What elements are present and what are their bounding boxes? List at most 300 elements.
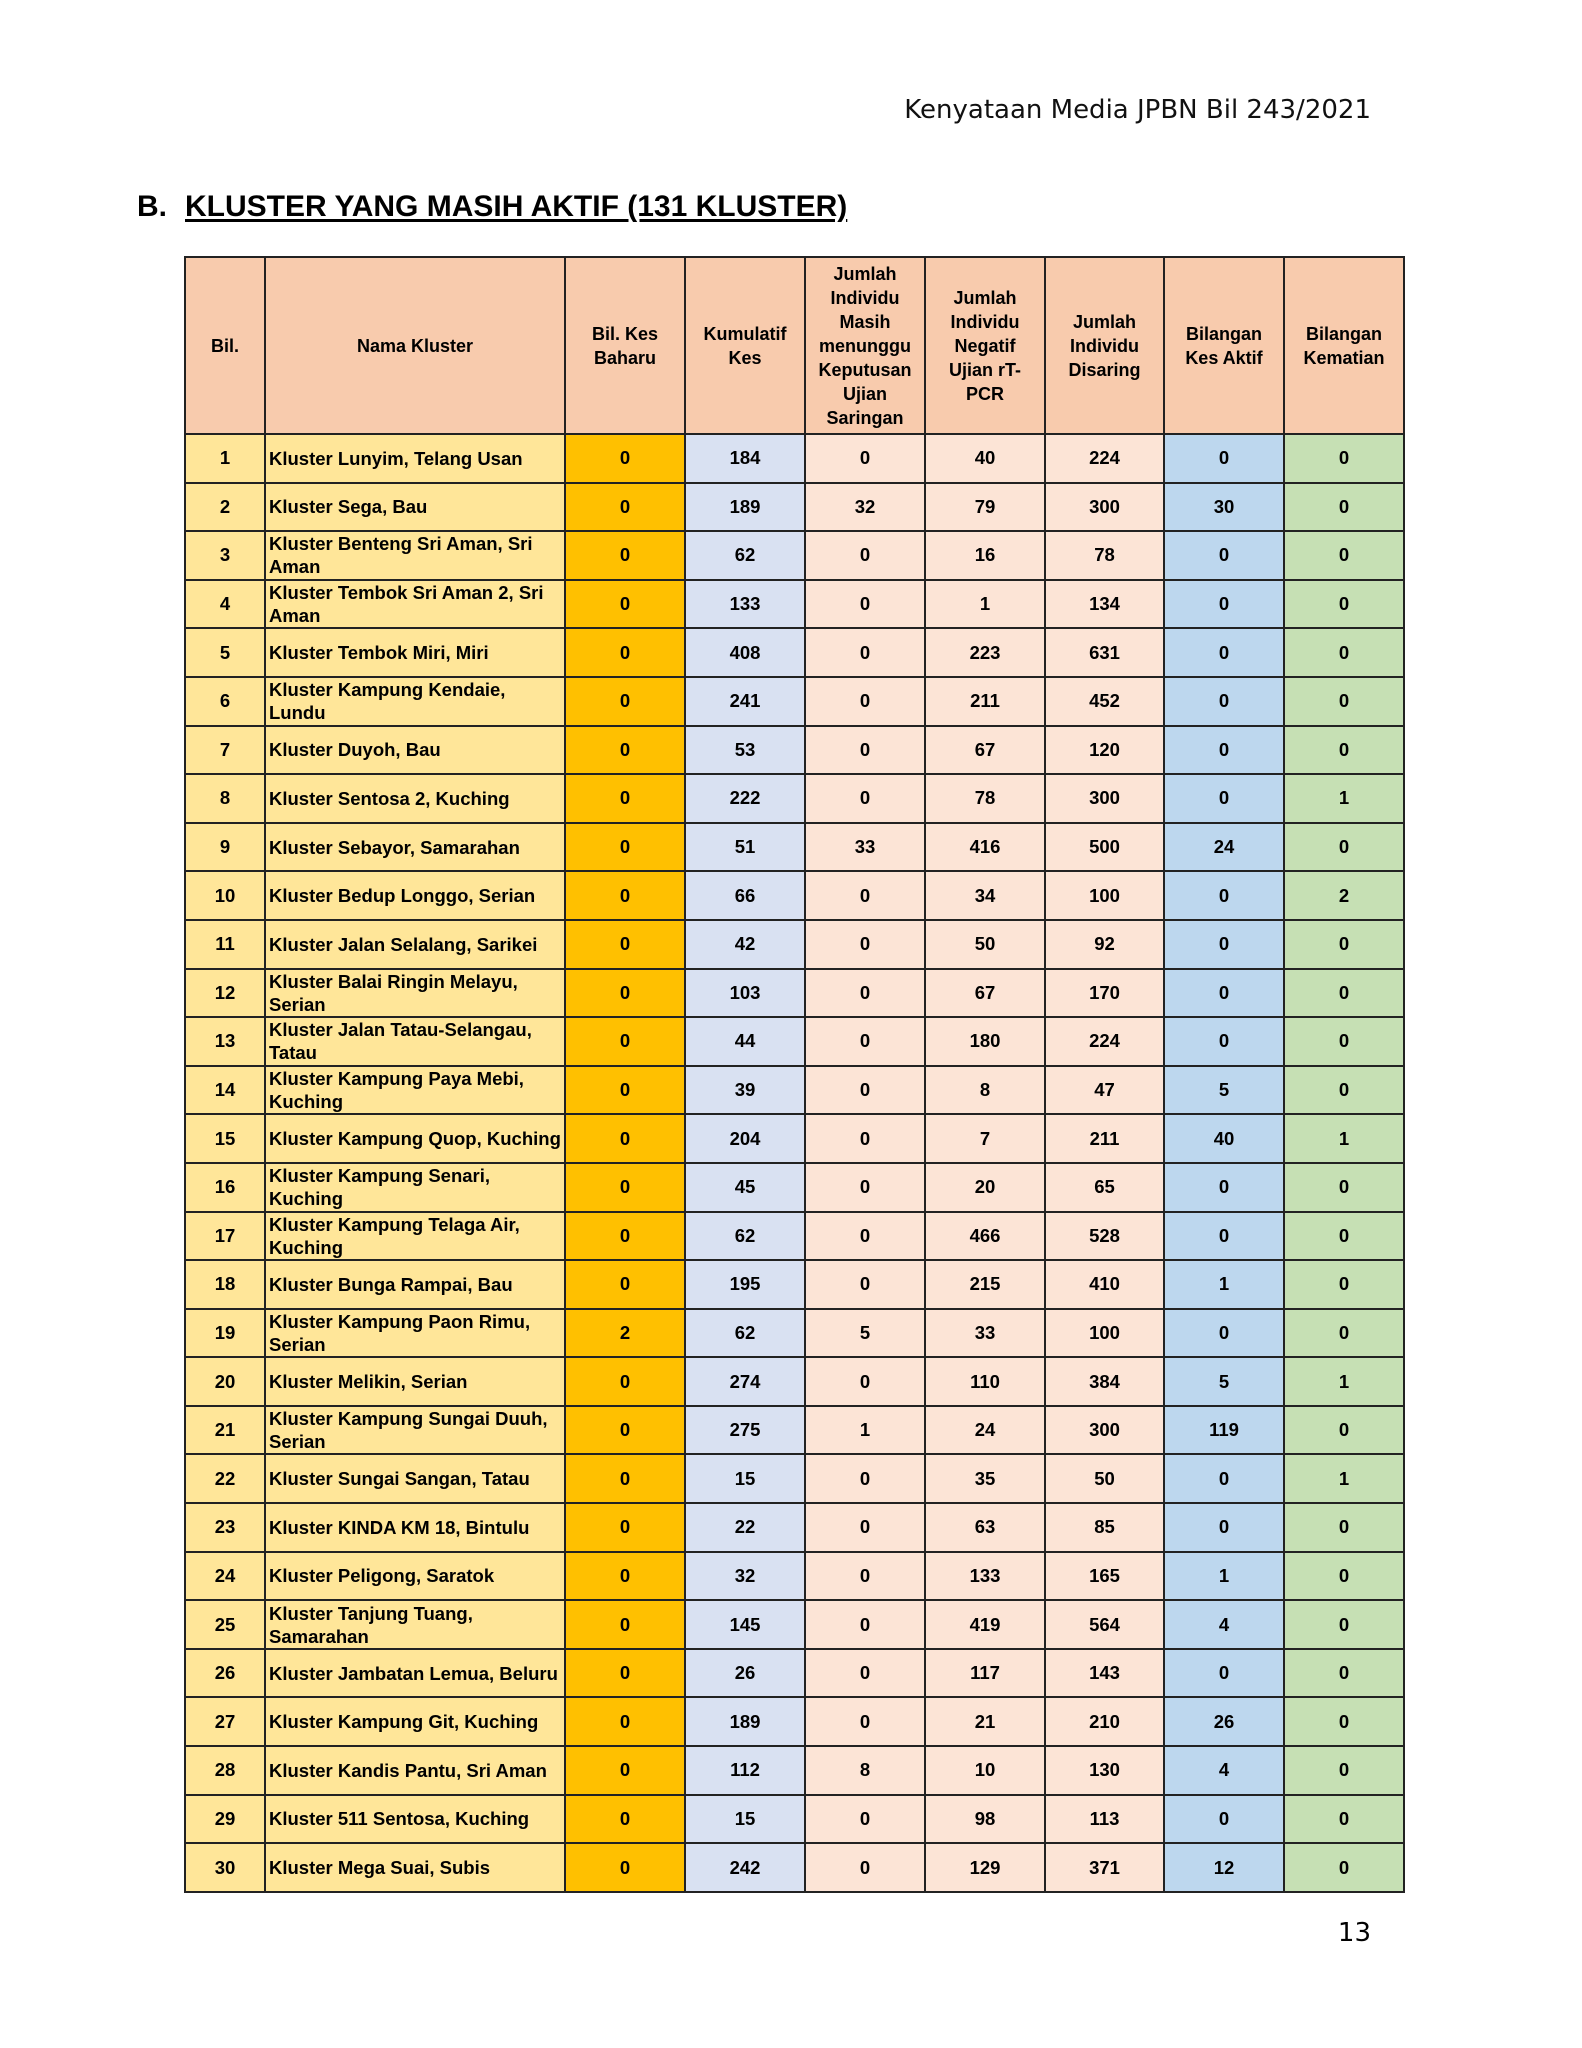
cell-kes-aktif: 12 — [1164, 1843, 1284, 1892]
cell-disaring: 500 — [1045, 823, 1164, 872]
cell-negatif: 419 — [925, 1600, 1045, 1649]
cell-disaring: 134 — [1045, 580, 1164, 629]
cell-bil: 25 — [185, 1600, 265, 1649]
column-header-disaring: Jumlah Individu Disaring — [1045, 257, 1164, 434]
cell-disaring: 50 — [1045, 1454, 1164, 1503]
cell-disaring: 92 — [1045, 920, 1164, 969]
cell-nama-kluster: Kluster Kampung Telaga Air, Kuching — [265, 1212, 565, 1261]
cell-bil: 5 — [185, 628, 265, 677]
cell-kematian: 0 — [1284, 920, 1404, 969]
cell-disaring: 85 — [1045, 1503, 1164, 1552]
cell-menunggu: 0 — [805, 1600, 925, 1649]
cell-bil: 29 — [185, 1795, 265, 1844]
cell-kumulatif: 45 — [685, 1163, 805, 1212]
cell-disaring: 143 — [1045, 1649, 1164, 1698]
table-row — [185, 774, 1404, 823]
cell-bil: 3 — [185, 531, 265, 580]
table-row — [185, 1357, 1404, 1406]
cell-menunggu: 0 — [805, 1795, 925, 1844]
column-header-kumulatif: Kumulatif Kes — [685, 257, 805, 434]
cell-kes-baharu: 0 — [565, 1163, 685, 1212]
cell-kematian: 1 — [1284, 774, 1404, 823]
cell-kes-baharu: 0 — [565, 1600, 685, 1649]
cell-nama-kluster: Kluster Sentosa 2, Kuching — [265, 774, 565, 823]
cell-menunggu: 0 — [805, 1260, 925, 1309]
column-header-bil: Bil. — [185, 257, 265, 434]
cell-negatif: 40 — [925, 434, 1045, 483]
cell-disaring: 211 — [1045, 1114, 1164, 1163]
cell-nama-kluster: Kluster Jalan Selalang, Sarikei — [265, 920, 565, 969]
cell-nama-kluster: Kluster Melikin, Serian — [265, 1357, 565, 1406]
cell-bil: 10 — [185, 871, 265, 920]
table-row — [185, 1843, 1404, 1892]
cell-kumulatif: 51 — [685, 823, 805, 872]
cell-disaring: 224 — [1045, 1017, 1164, 1066]
cell-kematian: 0 — [1284, 1843, 1404, 1892]
cell-menunggu: 0 — [805, 969, 925, 1018]
cell-nama-kluster: Kluster Benteng Sri Aman, Sri Aman — [265, 531, 565, 580]
cell-bil: 8 — [185, 774, 265, 823]
column-header-kematian: Bilangan Kematian — [1284, 257, 1404, 434]
table-row — [185, 1697, 1404, 1746]
cluster-table — [184, 256, 1405, 1893]
cell-nama-kluster: Kluster Jambatan Lemua, Beluru — [265, 1649, 565, 1698]
cell-disaring: 65 — [1045, 1163, 1164, 1212]
cell-kes-aktif: 0 — [1164, 1212, 1284, 1261]
cell-kes-baharu: 0 — [565, 1795, 685, 1844]
cell-kematian: 1 — [1284, 1114, 1404, 1163]
cell-nama-kluster: Kluster Tembok Sri Aman 2, Sri Aman — [265, 580, 565, 629]
cell-kematian: 0 — [1284, 483, 1404, 532]
cell-bil: 2 — [185, 483, 265, 532]
cell-kes-aktif: 0 — [1164, 1503, 1284, 1552]
cell-negatif: 24 — [925, 1406, 1045, 1455]
cell-menunggu: 0 — [805, 774, 925, 823]
table-row — [185, 1309, 1404, 1358]
cell-bil: 19 — [185, 1309, 265, 1358]
cell-kematian: 0 — [1284, 1552, 1404, 1601]
cell-kes-aktif: 0 — [1164, 1795, 1284, 1844]
cell-bil: 18 — [185, 1260, 265, 1309]
table-row — [185, 677, 1404, 726]
cell-kematian: 0 — [1284, 677, 1404, 726]
cell-negatif: 8 — [925, 1066, 1045, 1115]
cell-menunggu: 0 — [805, 580, 925, 629]
cell-kematian: 0 — [1284, 726, 1404, 775]
cell-disaring: 410 — [1045, 1260, 1164, 1309]
cell-kes-aktif: 0 — [1164, 871, 1284, 920]
cell-kes-aktif: 0 — [1164, 628, 1284, 677]
cell-kes-aktif: 0 — [1164, 580, 1284, 629]
cell-menunggu: 5 — [805, 1309, 925, 1358]
cell-kes-baharu: 0 — [565, 434, 685, 483]
cell-disaring: 100 — [1045, 871, 1164, 920]
cell-kes-baharu: 0 — [565, 1746, 685, 1795]
cell-negatif: 63 — [925, 1503, 1045, 1552]
cell-kes-aktif: 0 — [1164, 1017, 1284, 1066]
cell-kematian: 0 — [1284, 1066, 1404, 1115]
cell-nama-kluster: Kluster Sega, Bau — [265, 483, 565, 532]
cell-nama-kluster: Kluster Mega Suai, Subis — [265, 1843, 565, 1892]
cell-menunggu: 0 — [805, 677, 925, 726]
cell-negatif: 180 — [925, 1017, 1045, 1066]
cell-nama-kluster: Kluster KINDA KM 18, Bintulu — [265, 1503, 565, 1552]
cell-kes-aktif: 0 — [1164, 969, 1284, 1018]
cell-bil: 12 — [185, 969, 265, 1018]
table-body — [185, 434, 1404, 1892]
cell-kumulatif: 15 — [685, 1795, 805, 1844]
cell-menunggu: 0 — [805, 1212, 925, 1261]
cell-kes-aktif: 0 — [1164, 726, 1284, 775]
cell-negatif: 466 — [925, 1212, 1045, 1261]
cell-nama-kluster: Kluster Balai Ringin Melayu, Serian — [265, 969, 565, 1018]
cell-disaring: 631 — [1045, 628, 1164, 677]
cell-negatif: 10 — [925, 1746, 1045, 1795]
table-row — [185, 483, 1404, 532]
cell-negatif: 7 — [925, 1114, 1045, 1163]
cell-kematian: 0 — [1284, 628, 1404, 677]
cell-nama-kluster: Kluster Sebayor, Samarahan — [265, 823, 565, 872]
cell-kes-aktif: 0 — [1164, 1163, 1284, 1212]
cell-kumulatif: 103 — [685, 969, 805, 1018]
cell-kumulatif: 184 — [685, 434, 805, 483]
cell-menunggu: 0 — [805, 1649, 925, 1698]
cell-kes-aktif: 1 — [1164, 1260, 1284, 1309]
section-letter: B. — [137, 190, 167, 223]
cell-bil: 13 — [185, 1017, 265, 1066]
table-row — [185, 1552, 1404, 1601]
table-row — [185, 1406, 1404, 1455]
cell-menunggu: 32 — [805, 483, 925, 532]
cell-disaring: 384 — [1045, 1357, 1164, 1406]
cell-negatif: 78 — [925, 774, 1045, 823]
cell-kematian: 0 — [1284, 823, 1404, 872]
cell-menunggu: 0 — [805, 1066, 925, 1115]
document-reference: Kenyataan Media JPBN Bil 243/2021 — [904, 95, 1371, 125]
cell-kumulatif: 26 — [685, 1649, 805, 1698]
cell-kematian: 0 — [1284, 1746, 1404, 1795]
cell-kes-aktif: 0 — [1164, 920, 1284, 969]
cell-nama-kluster: Kluster Duyoh, Bau — [265, 726, 565, 775]
cell-kes-aktif: 0 — [1164, 774, 1284, 823]
cell-kes-baharu: 0 — [565, 531, 685, 580]
cell-kes-aktif: 30 — [1164, 483, 1284, 532]
cell-negatif: 1 — [925, 580, 1045, 629]
cell-menunggu: 0 — [805, 1114, 925, 1163]
table-row — [185, 628, 1404, 677]
cell-kematian: 0 — [1284, 531, 1404, 580]
table-row — [185, 1746, 1404, 1795]
cell-menunggu: 1 — [805, 1406, 925, 1455]
cell-disaring: 120 — [1045, 726, 1164, 775]
cell-negatif: 211 — [925, 677, 1045, 726]
cell-kematian: 0 — [1284, 969, 1404, 1018]
cell-nama-kluster: Kluster Kampung Quop, Kuching — [265, 1114, 565, 1163]
cell-disaring: 47 — [1045, 1066, 1164, 1115]
cell-bil: 28 — [185, 1746, 265, 1795]
cell-kematian: 1 — [1284, 1454, 1404, 1503]
cell-kumulatif: 15 — [685, 1454, 805, 1503]
cell-kematian: 0 — [1284, 580, 1404, 629]
section-title: KLUSTER YANG MASIH AKTIF (131 KLUSTER) — [185, 190, 848, 223]
cell-bil: 26 — [185, 1649, 265, 1698]
cell-kumulatif: 42 — [685, 920, 805, 969]
cell-kes-baharu: 0 — [565, 969, 685, 1018]
cell-kes-baharu: 0 — [565, 677, 685, 726]
cell-bil: 7 — [185, 726, 265, 775]
cell-menunggu: 0 — [805, 1017, 925, 1066]
cell-kes-baharu: 0 — [565, 1357, 685, 1406]
cell-kes-aktif: 0 — [1164, 1309, 1284, 1358]
cell-kes-baharu: 0 — [565, 1552, 685, 1601]
table-row — [185, 823, 1404, 872]
column-header-menunggu: Jumlah Individu Masih menunggu Keputusan Ujian Saringan — [805, 257, 925, 434]
section-heading — [137, 190, 847, 224]
table-row — [185, 1600, 1404, 1649]
cell-nama-kluster: Kluster Sungai Sangan, Tatau — [265, 1454, 565, 1503]
cell-kumulatif: 189 — [685, 483, 805, 532]
cell-menunggu: 0 — [805, 1454, 925, 1503]
cell-nama-kluster: Kluster Tanjung Tuang, Samarahan — [265, 1600, 565, 1649]
column-header-nama-kluster: Nama Kluster — [265, 257, 565, 434]
cell-menunggu: 8 — [805, 1746, 925, 1795]
cell-nama-kluster: Kluster Kampung Sungai Duuh, Serian — [265, 1406, 565, 1455]
cell-kumulatif: 62 — [685, 1309, 805, 1358]
cell-kumulatif: 44 — [685, 1017, 805, 1066]
table-row — [185, 969, 1404, 1018]
cell-kumulatif: 22 — [685, 1503, 805, 1552]
cell-menunggu: 0 — [805, 1697, 925, 1746]
cell-disaring: 300 — [1045, 1406, 1164, 1455]
cell-kumulatif: 222 — [685, 774, 805, 823]
cell-bil: 17 — [185, 1212, 265, 1261]
cell-negatif: 21 — [925, 1697, 1045, 1746]
cell-nama-kluster: Kluster Bedup Longgo, Serian — [265, 871, 565, 920]
column-header-kes-baharu: Bil. Kes Baharu — [565, 257, 685, 434]
cell-disaring: 528 — [1045, 1212, 1164, 1261]
table-row — [185, 871, 1404, 920]
cell-kes-baharu: 0 — [565, 1406, 685, 1455]
cell-kes-baharu: 0 — [565, 580, 685, 629]
table-row — [185, 1454, 1404, 1503]
table-row — [185, 1503, 1404, 1552]
cell-kumulatif: 275 — [685, 1406, 805, 1455]
cell-negatif: 50 — [925, 920, 1045, 969]
cell-kematian: 0 — [1284, 434, 1404, 483]
column-header-negatif: Jumlah Individu Negatif Ujian rT-PCR — [925, 257, 1045, 434]
cell-negatif: 223 — [925, 628, 1045, 677]
cell-kes-baharu: 0 — [565, 1843, 685, 1892]
column-header-kes-aktif: Bilangan Kes Aktif — [1164, 257, 1284, 434]
cell-kumulatif: 145 — [685, 1600, 805, 1649]
cell-kes-aktif: 4 — [1164, 1600, 1284, 1649]
cell-negatif: 129 — [925, 1843, 1045, 1892]
table-row — [185, 1163, 1404, 1212]
cell-disaring: 170 — [1045, 969, 1164, 1018]
table-row — [185, 1795, 1404, 1844]
cell-kes-baharu: 0 — [565, 823, 685, 872]
cell-kumulatif: 39 — [685, 1066, 805, 1115]
cell-kumulatif: 408 — [685, 628, 805, 677]
cell-negatif: 35 — [925, 1454, 1045, 1503]
cell-kumulatif: 195 — [685, 1260, 805, 1309]
cell-bil: 9 — [185, 823, 265, 872]
cell-kumulatif: 204 — [685, 1114, 805, 1163]
cell-negatif: 215 — [925, 1260, 1045, 1309]
cell-kes-aktif: 4 — [1164, 1746, 1284, 1795]
cell-menunggu: 0 — [805, 628, 925, 677]
cell-disaring: 224 — [1045, 434, 1164, 483]
cell-kes-baharu: 0 — [565, 871, 685, 920]
cell-nama-kluster: Kluster Kampung Kendaie, Lundu — [265, 677, 565, 726]
cell-bil: 21 — [185, 1406, 265, 1455]
table-row — [185, 1212, 1404, 1261]
cell-disaring: 564 — [1045, 1600, 1164, 1649]
cell-menunggu: 0 — [805, 726, 925, 775]
cell-kes-aktif: 5 — [1164, 1066, 1284, 1115]
cell-kes-aktif: 0 — [1164, 434, 1284, 483]
cell-nama-kluster: Kluster Peligong, Saratok — [265, 1552, 565, 1601]
cell-negatif: 67 — [925, 969, 1045, 1018]
cell-kumulatif: 62 — [685, 531, 805, 580]
table-row — [185, 1114, 1404, 1163]
cell-bil: 20 — [185, 1357, 265, 1406]
cell-kes-baharu: 0 — [565, 1454, 685, 1503]
cell-kes-baharu: 0 — [565, 774, 685, 823]
cell-kes-baharu: 0 — [565, 1066, 685, 1115]
cell-disaring: 78 — [1045, 531, 1164, 580]
cell-kes-baharu: 0 — [565, 1260, 685, 1309]
cell-kes-aktif: 1 — [1164, 1552, 1284, 1601]
cell-negatif: 20 — [925, 1163, 1045, 1212]
table-row — [185, 1260, 1404, 1309]
cell-menunggu: 0 — [805, 1503, 925, 1552]
cell-nama-kluster: Kluster Kampung Paya Mebi, Kuching — [265, 1066, 565, 1115]
cell-kes-aktif: 0 — [1164, 1649, 1284, 1698]
cell-kes-aktif: 26 — [1164, 1697, 1284, 1746]
cluster-table-container — [184, 256, 1403, 1893]
cell-negatif: 416 — [925, 823, 1045, 872]
cell-negatif: 98 — [925, 1795, 1045, 1844]
table-header — [185, 257, 1404, 434]
cell-kematian: 0 — [1284, 1212, 1404, 1261]
table-row — [185, 726, 1404, 775]
cell-negatif: 110 — [925, 1357, 1045, 1406]
cell-kes-baharu: 0 — [565, 1114, 685, 1163]
cell-kematian: 0 — [1284, 1163, 1404, 1212]
cell-kumulatif: 62 — [685, 1212, 805, 1261]
cell-kes-baharu: 0 — [565, 726, 685, 775]
cell-menunggu: 0 — [805, 920, 925, 969]
cell-kes-aktif: 0 — [1164, 677, 1284, 726]
cell-nama-kluster: Kluster Kandis Pantu, Sri Aman — [265, 1746, 565, 1795]
cell-bil: 24 — [185, 1552, 265, 1601]
cell-kematian: 0 — [1284, 1017, 1404, 1066]
cell-kumulatif: 189 — [685, 1697, 805, 1746]
cell-kes-baharu: 0 — [565, 1649, 685, 1698]
cell-kematian: 0 — [1284, 1697, 1404, 1746]
cell-nama-kluster: Kluster Jalan Tatau-Selangau, Tatau — [265, 1017, 565, 1066]
cell-bil: 27 — [185, 1697, 265, 1746]
cell-menunggu: 0 — [805, 1357, 925, 1406]
cell-kumulatif: 112 — [685, 1746, 805, 1795]
cell-menunggu: 0 — [805, 1552, 925, 1601]
cell-negatif: 79 — [925, 483, 1045, 532]
cell-nama-kluster: Kluster Bunga Rampai, Bau — [265, 1260, 565, 1309]
cell-bil: 1 — [185, 434, 265, 483]
cell-kematian: 1 — [1284, 1357, 1404, 1406]
cell-kes-baharu: 0 — [565, 483, 685, 532]
cell-nama-kluster: Kluster Kampung Senari, Kuching — [265, 1163, 565, 1212]
table-row — [185, 434, 1404, 483]
cell-kematian: 0 — [1284, 1795, 1404, 1844]
cell-kematian: 0 — [1284, 1309, 1404, 1358]
cell-kes-baharu: 0 — [565, 920, 685, 969]
cell-bil: 15 — [185, 1114, 265, 1163]
cell-kumulatif: 53 — [685, 726, 805, 775]
table-row — [185, 1649, 1404, 1698]
cell-kumulatif: 66 — [685, 871, 805, 920]
table-row — [185, 580, 1404, 629]
page-number: 13 — [1337, 1918, 1371, 1948]
cell-negatif: 67 — [925, 726, 1045, 775]
cell-kematian: 0 — [1284, 1600, 1404, 1649]
cell-bil: 23 — [185, 1503, 265, 1552]
cell-kes-aktif: 119 — [1164, 1406, 1284, 1455]
cell-kumulatif: 242 — [685, 1843, 805, 1892]
cell-bil: 16 — [185, 1163, 265, 1212]
cell-menunggu: 0 — [805, 871, 925, 920]
cell-kematian: 0 — [1284, 1260, 1404, 1309]
cell-disaring: 371 — [1045, 1843, 1164, 1892]
cell-kumulatif: 32 — [685, 1552, 805, 1601]
cell-kumulatif: 133 — [685, 580, 805, 629]
cell-nama-kluster: Kluster Kampung Paon Rimu, Serian — [265, 1309, 565, 1358]
cell-menunggu: 0 — [805, 1163, 925, 1212]
cell-nama-kluster: Kluster Kampung Git, Kuching — [265, 1697, 565, 1746]
cell-kes-aktif: 5 — [1164, 1357, 1284, 1406]
cell-bil: 30 — [185, 1843, 265, 1892]
cell-negatif: 133 — [925, 1552, 1045, 1601]
cell-disaring: 165 — [1045, 1552, 1164, 1601]
cell-disaring: 452 — [1045, 677, 1164, 726]
cell-disaring: 300 — [1045, 483, 1164, 532]
cell-bil: 22 — [185, 1454, 265, 1503]
cell-kes-baharu: 0 — [565, 1697, 685, 1746]
cell-menunggu: 33 — [805, 823, 925, 872]
cell-negatif: 33 — [925, 1309, 1045, 1358]
cell-nama-kluster: Kluster Tembok Miri, Miri — [265, 628, 565, 677]
cell-menunggu: 0 — [805, 1843, 925, 1892]
cell-kes-baharu: 0 — [565, 1212, 685, 1261]
cell-kematian: 0 — [1284, 1406, 1404, 1455]
cell-kes-aktif: 0 — [1164, 531, 1284, 580]
cell-kes-baharu: 0 — [565, 1017, 685, 1066]
cell-disaring: 100 — [1045, 1309, 1164, 1358]
cell-disaring: 300 — [1045, 774, 1164, 823]
cell-negatif: 34 — [925, 871, 1045, 920]
cell-bil: 11 — [185, 920, 265, 969]
cell-menunggu: 0 — [805, 434, 925, 483]
cell-kes-baharu: 0 — [565, 628, 685, 677]
cell-nama-kluster: Kluster 511 Sentosa, Kuching — [265, 1795, 565, 1844]
cell-kes-aktif: 40 — [1164, 1114, 1284, 1163]
table-row — [185, 920, 1404, 969]
cell-bil: 14 — [185, 1066, 265, 1115]
table-row — [185, 531, 1404, 580]
table-row — [185, 1066, 1404, 1115]
cell-kes-aktif: 24 — [1164, 823, 1284, 872]
